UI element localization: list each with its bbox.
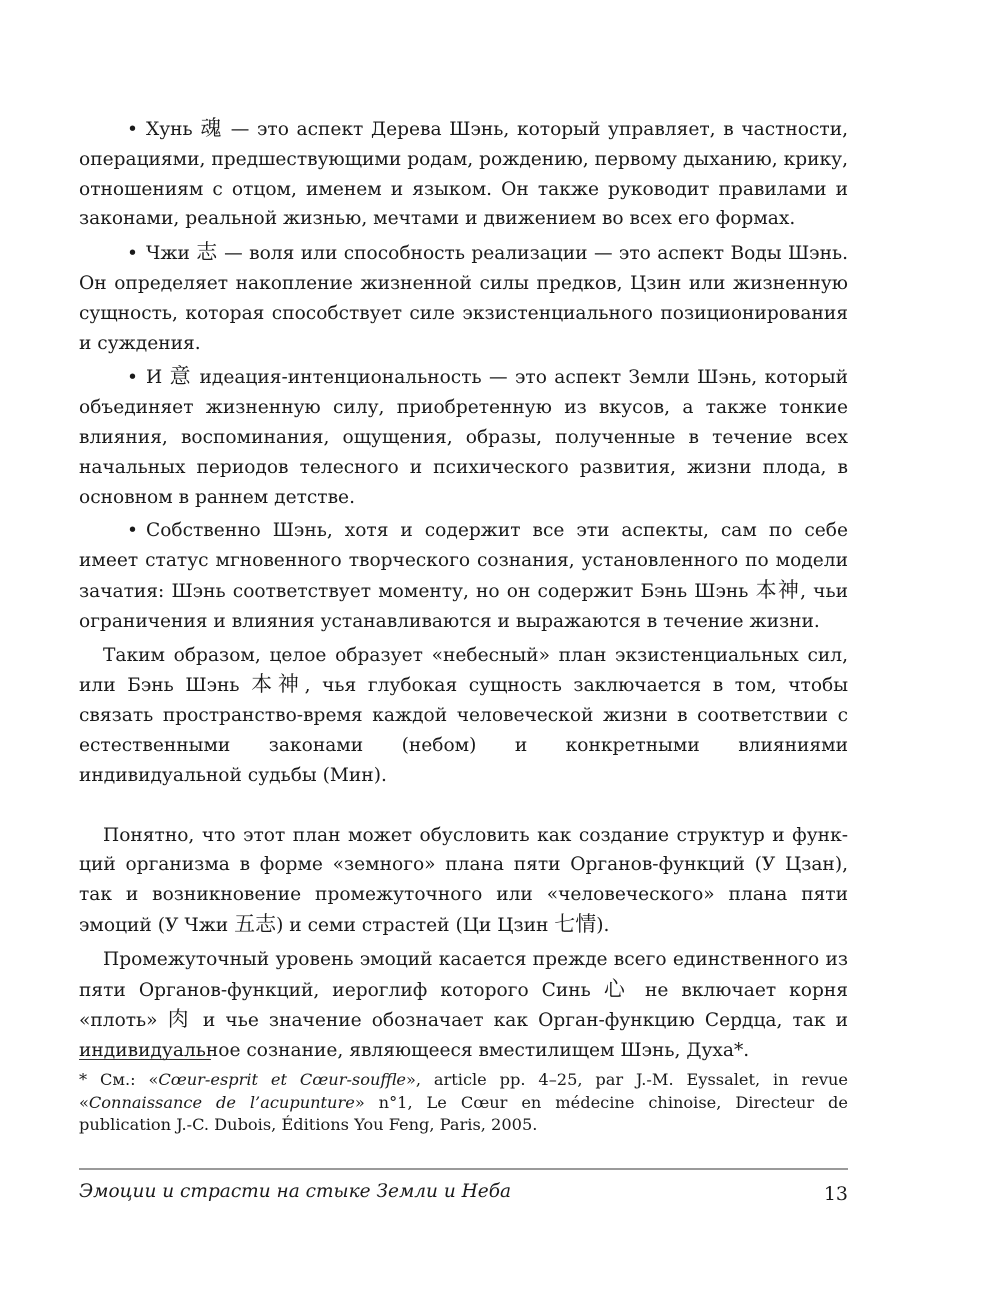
footnote-text: » n°1, Le Cœur en médecine chinoise, Directeur de publication J.-C. Dubois, Éditions You Feng, Paris, 2005. — [79, 1092, 848, 1134]
running-title: Эмоции и страсти на стыке Земли и Неба — [79, 1181, 512, 1202]
paragraph-heart — [79, 945, 848, 1066]
text: ). — [596, 914, 610, 936]
bullet-paragraph-shen — [79, 516, 848, 636]
text: Собственно Шэнь, хотя и содержит все эти аспекты, сам по себе имеет статус мгновенного творческого сознания, установленного по модели зачатия: Шэнь соответствует моменту, но он содержит Бэнь Шэнь — [79, 520, 848, 602]
text: и чье значение обозначает как Орган-функцию Сердца, так и индивидуальное сознание, являющееся вместилищем Шэнь, Духа*. — [79, 1010, 848, 1062]
bullet-paragraph-zhi — [79, 238, 848, 358]
chinese-character: 意 — [169, 364, 193, 389]
chinese-character: 五志 — [234, 911, 277, 936]
footnote-divider — [79, 1059, 211, 1060]
text: Чжи — [145, 243, 197, 265]
footnote-text: », article pp. 4–25, par J.-M. Eyssalet, in revue « — [79, 1070, 848, 1112]
footnote-text: * См.: « — [79, 1070, 159, 1089]
chinese-character: 本神 — [755, 577, 801, 602]
bullet-mark: • — [127, 367, 138, 389]
text: не включает корня «плоть» — [79, 979, 848, 1032]
chinese-character: 心 — [603, 976, 632, 1001]
bullet-mark: • — [127, 520, 138, 542]
chinese-character: 本神 — [251, 672, 305, 697]
chinese-character: 志 — [196, 240, 218, 265]
chinese-character: 七情 — [554, 911, 597, 936]
text: — это аспект Дерева Шэнь, который управляет, в частности, операциями, предшествующими родам, рождению, первому дыханию, крику, отношениям с отцом, именем и языком. Он также руководит правилами и законами, реальной жизнью, мечтами и движением во всех его формах. — [79, 119, 848, 230]
text: , чья глубокая сущность заключается в том, чтобы связать пространство-время каждой человеческой жизни в соответствии с естественными законами (небом) и конкретными влияниями индивидуальной судьбы (Мин). — [79, 675, 849, 786]
footnote-title: Connaissance de l’acupunture — [88, 1092, 355, 1112]
main-text — [79, 114, 848, 1070]
chinese-character: 肉 — [167, 1007, 193, 1032]
text: ) и семи страстей (Ци Цзин — [276, 914, 555, 936]
footnote-title: Cœur-esprit et Cœur-souffle — [158, 1070, 406, 1089]
page-number: 13 — [823, 1183, 848, 1205]
paragraph-celestial-plan — [79, 641, 848, 791]
footer-divider — [79, 1168, 848, 1170]
text: идеация-интенциональность — это аспект Земли Шэнь, который объединяет жизненную силу, приобретенную из вкусов, а также тонкие влияния, воспоминания, ощущения, образы, полученные в течение всех начальных периодов телесного и психического развития, жизни плода, в основном в раннем детстве. — [79, 367, 849, 508]
text: Понятно, что этот план может обусловить как создание структур и функций организма в форме «земного» плана пяти Органов-функций (У Цзан), так и возникновение промежуточного или «человеческого» плана пяти эмоций (У Чжи — [79, 824, 848, 936]
paragraph-organs-emotions — [79, 821, 848, 941]
bullet-paragraph-hun — [79, 114, 848, 234]
bullet-paragraph-yi — [79, 362, 848, 512]
chinese-character: 魂 — [200, 116, 224, 140]
text: Промежуточный уровень эмоций касается прежде всего единственного из пяти Органов-функций, иероглиф которого Синь — [79, 948, 848, 1001]
bullet-mark: • — [127, 119, 138, 140]
text: — воля или способность реализации — это аспект Воды Шэнь. Он определяет накопление жизненной силы предков, Цзин или жизненную сущность, которая способствует силе экзистенциального позиционирования и суждения. — [79, 243, 849, 354]
text: Таким образом, целое образует «небесный» план экзистенциальных сил, или Бэнь Шэнь — [79, 644, 848, 697]
footnote — [79, 1069, 848, 1137]
text: , чьи ограничения и влияния устанавливаются и выражаются в течение жизни. — [79, 580, 848, 632]
text: Хунь — [145, 119, 201, 140]
bullet-mark: • — [127, 243, 138, 265]
text: И — [145, 367, 170, 389]
